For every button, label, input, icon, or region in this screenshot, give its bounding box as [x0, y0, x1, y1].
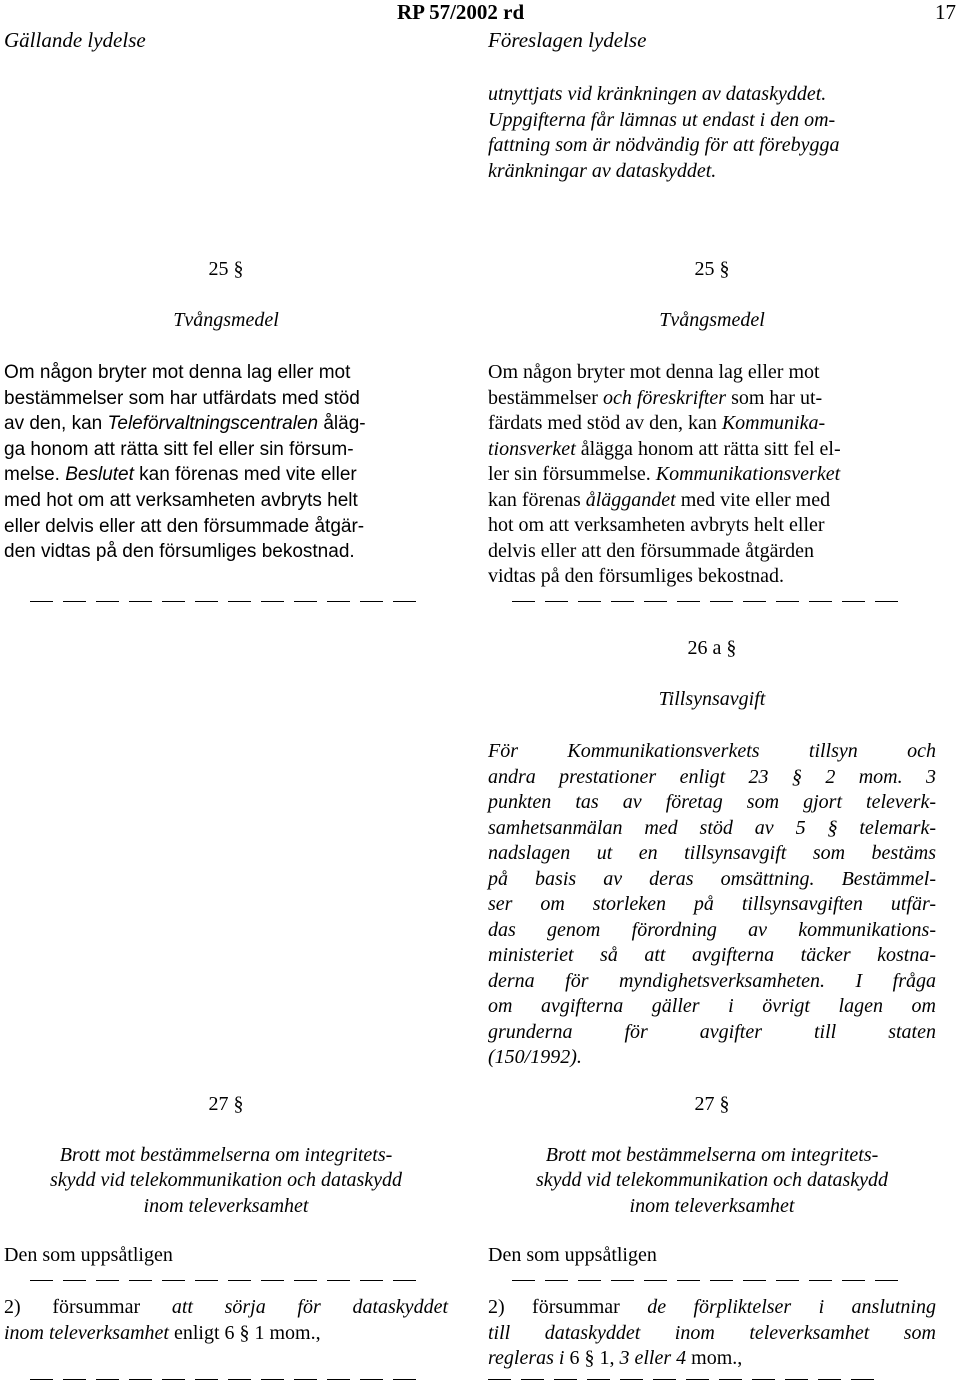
- text-line: (150/1992).: [488, 1046, 582, 1068]
- text-line: tionsverket ålägga honom att rätta sitt fel el-: [488, 437, 841, 460]
- section-subheading: [4, 1143, 448, 1220]
- section-heading: 25 §: [694, 258, 730, 280]
- text-line: om avgifterna gäller i övrigt lagen om: [488, 995, 936, 1017]
- text-line: punkten tas av företag som gjort televerk-: [488, 791, 936, 813]
- omission-dashes: [488, 1376, 874, 1380]
- text-line: inom televerksamhet: [143, 1194, 309, 1217]
- text-line: grunderna för avgifter till staten: [488, 1020, 936, 1043]
- text-line: av den, kan Teleförvaltningscentralen åläg-: [4, 413, 366, 435]
- section-subheading: [488, 1143, 936, 1220]
- header-proposed-version-label: Föreslagen lydelse: [488, 28, 647, 52]
- section-subheading: Tvångsmedel: [173, 308, 279, 331]
- text-line: För Kommunikationsverkets tillsyn och: [488, 740, 936, 762]
- text-line: skydd vid telekommunikation och dataskydd: [49, 1169, 403, 1191]
- section-heading: 27 §: [208, 1093, 244, 1115]
- text-line: med hot om att verksamheten avbryts helt: [4, 489, 358, 511]
- section-25-proposed: [488, 257, 936, 590]
- text-line: ser om storleken på tillsynsavgiften utfär-: [488, 893, 936, 915]
- text-line: 2) försummar att sörja för dataskyddet: [4, 1296, 448, 1318]
- section-25-current: [4, 257, 448, 565]
- text-line: bestämmelser och föreskrifter som har ut-: [488, 386, 823, 409]
- text-line: utnyttjats vid kränkningen av dataskyddet.: [488, 83, 827, 105]
- section-subheading: Tillsynsavgift: [658, 687, 766, 710]
- text-line: färdats med stöd av den, kan Kommunika-: [488, 412, 826, 434]
- text-line: vidtas på den försumliges bekostnad.: [488, 565, 785, 587]
- text-line: inom televerksamhet enligt 6 § 1 mom.,: [4, 1321, 321, 1344]
- text-line: derna för myndighetsverksamheten. I fråga: [488, 969, 936, 992]
- section-intro: Den som uppsåtligen: [488, 1244, 657, 1266]
- section-body: [488, 360, 936, 590]
- text-line: kränkningar av dataskyddet.: [488, 159, 717, 182]
- text-line: regleras i 6 § 1, 3 eller 4 mom.,: [488, 1347, 743, 1369]
- section-heading: 27 §: [694, 1093, 730, 1115]
- section-heading: 26 a §: [687, 637, 737, 659]
- continuation-text: [488, 82, 936, 184]
- document-title: RP 57/2002 rd: [397, 0, 525, 24]
- text-line: kan förenas åläggandet med vite eller med: [488, 488, 831, 511]
- text-line: till dataskyddet inom televerksamhet som: [488, 1321, 936, 1344]
- section-27-item-current: [4, 1295, 448, 1346]
- text-line: den vidtas på den försumliges bekostnad.: [4, 541, 355, 563]
- text-line: hot om att verksamheten avbryts helt eller: [488, 514, 825, 536]
- text-line: ga honom att rätta sitt fel eller sin försum-: [4, 438, 354, 460]
- text-line: 2) försummar de förpliktelser i anslutning: [488, 1296, 936, 1318]
- text-line: Om någon bryter mot denna lag eller mot: [4, 362, 351, 383]
- section-27-item-proposed: [488, 1295, 936, 1372]
- text-line: inom televerksamhet: [629, 1194, 795, 1217]
- omission-dashes: [512, 598, 898, 602]
- section-27-proposed: [488, 1092, 936, 1269]
- text-line: ministeriet så att avgifterna täcker kostna-: [488, 944, 936, 966]
- text-line: skydd vid telekommunikation och dataskydd: [535, 1169, 889, 1191]
- section-26a-proposed: [488, 636, 936, 1071]
- section-27-current: [4, 1092, 448, 1269]
- text-line: eller delvis eller att den försummade åtgär-: [4, 515, 365, 537]
- text-line: andra prestationer enligt 23 § 2 mom. 3: [488, 765, 936, 788]
- text-line: bestämmelser som har utfärdats med stöd: [4, 387, 360, 409]
- section-heading: 25 §: [208, 258, 244, 280]
- header-current-version-label: Gällande lydelse: [4, 28, 146, 52]
- section-body: [488, 739, 936, 1071]
- omission-dashes: [30, 598, 416, 602]
- text-line: Uppgifterna får lämnas ut endast i den om-: [488, 108, 836, 131]
- text-line: Om någon bryter mot denna lag eller mot: [488, 361, 820, 383]
- omission-dashes: [512, 1277, 898, 1281]
- text-line: Brott mot bestämmelserna om integritets-: [545, 1143, 879, 1166]
- text-line: delvis eller att den försummade åtgärden: [488, 539, 814, 562]
- section-body: [4, 360, 448, 565]
- text-line: Brott mot bestämmelserna om integritets-: [59, 1143, 393, 1166]
- section-subheading: Tvångsmedel: [659, 308, 765, 331]
- text-line: das genom förordning av kommunikations-: [488, 918, 936, 941]
- omission-dashes: [30, 1376, 416, 1380]
- text-line: på basis av deras omsättning. Bestämmel-: [488, 867, 936, 890]
- omission-dashes: [30, 1277, 416, 1281]
- page-number: 17: [935, 0, 956, 24]
- text-line: fattning som är nödvändig för att förebygga: [488, 134, 840, 156]
- text-line: melse. Beslutet kan förenas med vite eller: [4, 464, 357, 486]
- text-line: samhetsanmälan med stöd av 5 § telemark-: [488, 816, 936, 839]
- section-intro: Den som uppsåtligen: [4, 1244, 173, 1266]
- text-line: ler sin försummelse. Kommunikationsverket: [488, 463, 841, 485]
- text-line: nadslagen ut en tillsynsavgift som bestäms: [488, 842, 936, 864]
